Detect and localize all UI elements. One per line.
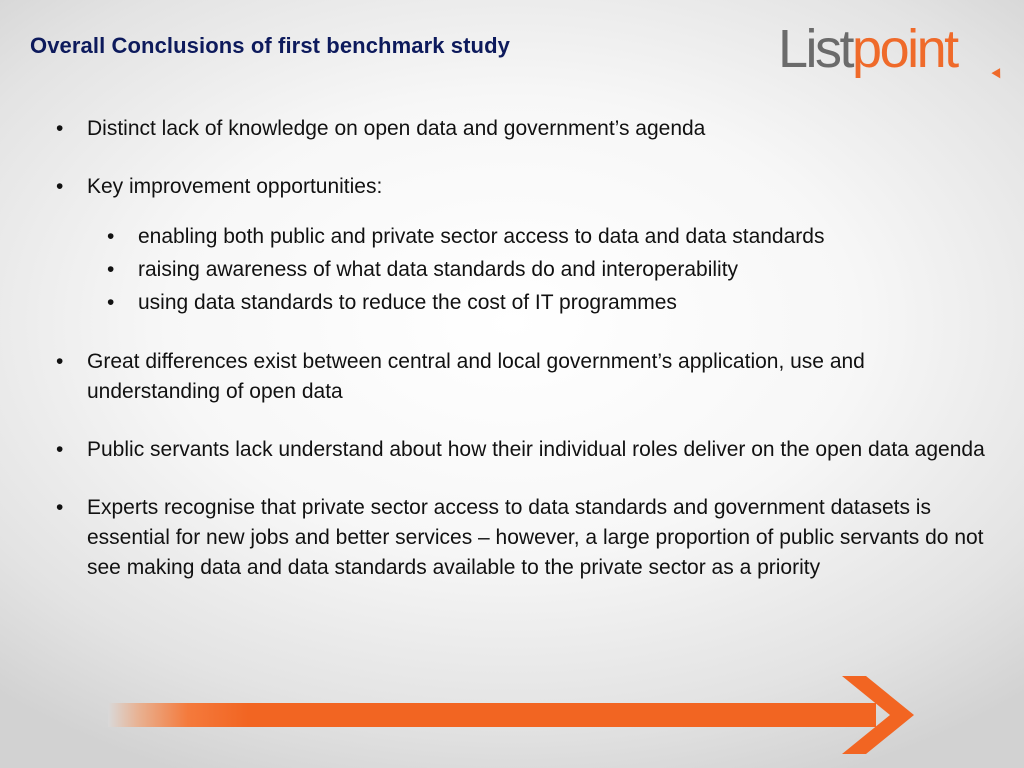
bullet-item — [50, 435, 1000, 465]
bullet-content — [50, 114, 1000, 611]
sub-bullet-item: • raising awareness of what data standards do and interoperability — [87, 253, 1000, 286]
bullet-text: Public servants lack understand about how their individual roles deliver on the open data agenda — [87, 438, 985, 461]
logo-text-list: List — [778, 19, 853, 79]
bullet-item — [50, 493, 1000, 583]
listpoint-logo — [778, 19, 957, 79]
sub-bullet-list — [87, 220, 1000, 319]
bullet-item — [50, 172, 1000, 319]
right-arrow-icon — [838, 672, 918, 758]
bullet-text: Distinct lack of knowledge on open data and government’s agenda — [87, 117, 706, 140]
bullet-text: Great differences exist between central and local government’s application, use and understanding of open data — [87, 350, 865, 403]
sub-bullet-item: • enabling both public and private sector access to data and data standards — [87, 220, 1000, 253]
bullet-text: Key improvement opportunities: — [87, 175, 383, 198]
bullet-text: Experts recognise that private sector access to data standards and government datasets is essential for new jobs and better services – however, a large proportion of public servants do not see making data and data standards available to the private sector as a priority — [87, 496, 984, 579]
logo-tick-icon — [991, 68, 1004, 81]
bullet-list — [50, 114, 1000, 583]
sub-bullet-item: • using data standards to reduce the cost of IT programmes — [87, 286, 1000, 319]
bullet-item — [50, 114, 1000, 144]
logo-text-point: point — [852, 19, 957, 79]
arrow-bar — [108, 703, 876, 727]
slide-title: Overall Conclusions of first benchmark study — [30, 33, 510, 58]
bullet-item — [50, 347, 1000, 407]
